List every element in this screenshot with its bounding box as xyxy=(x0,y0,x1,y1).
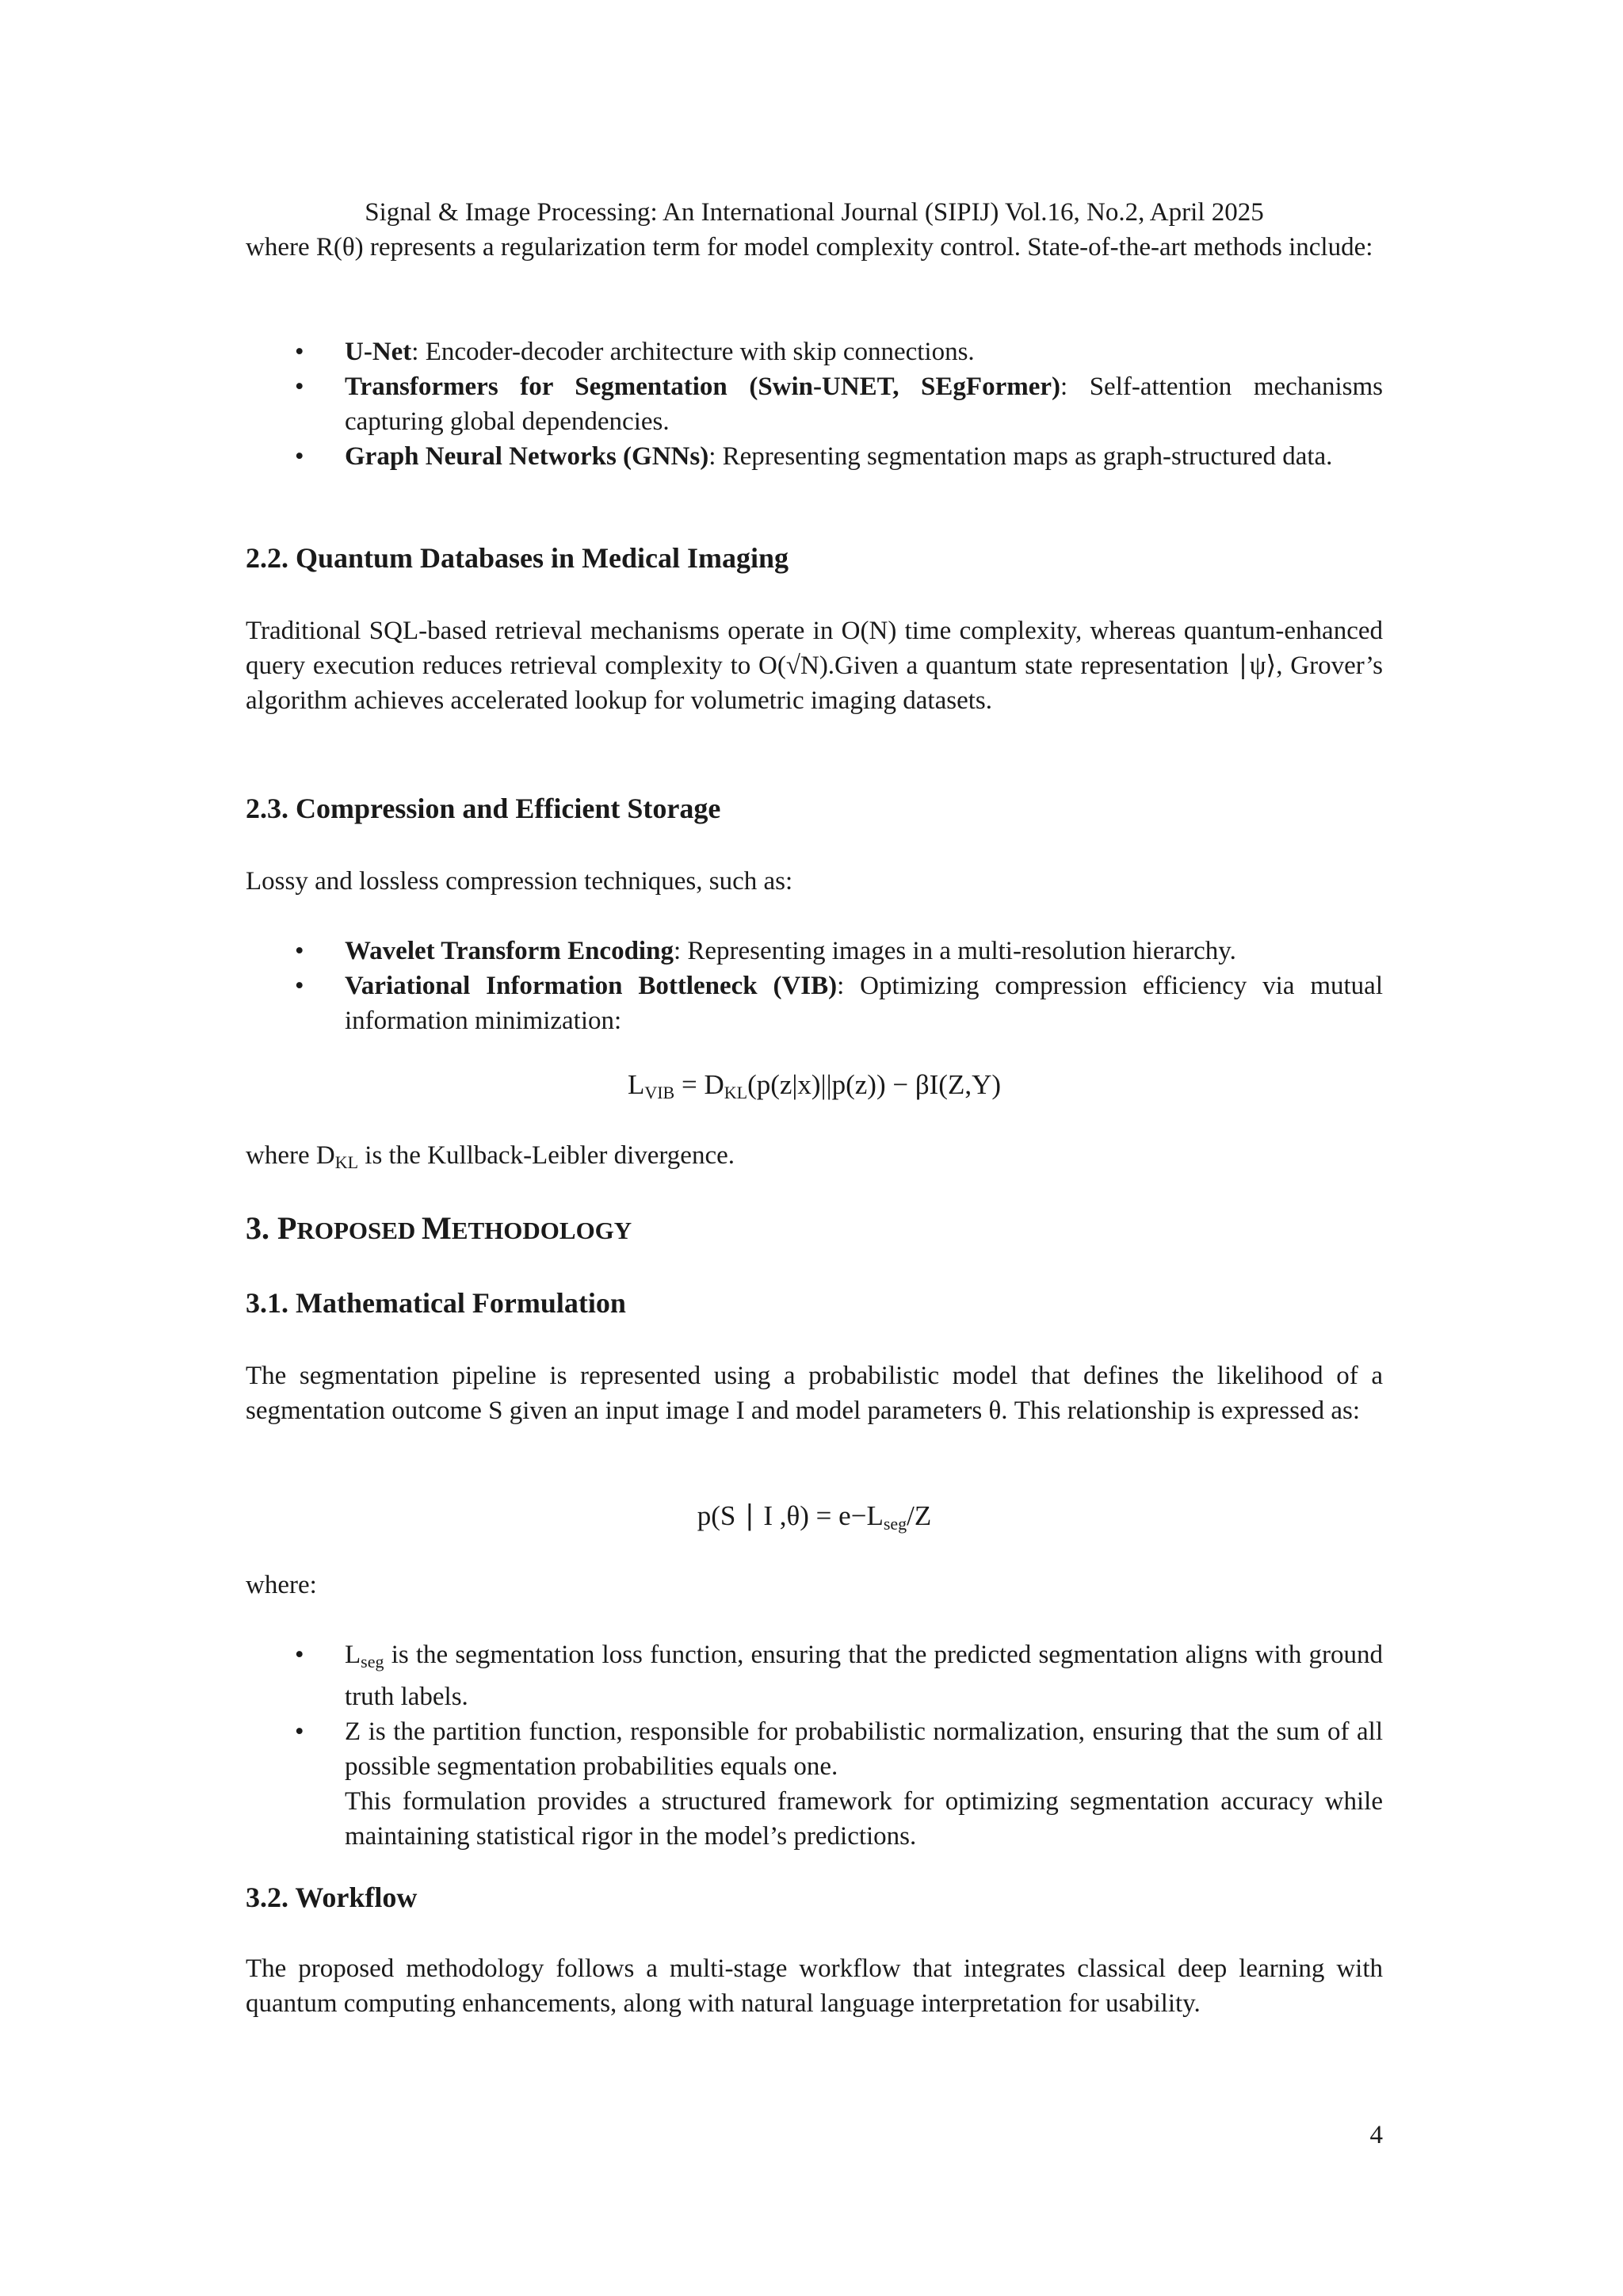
likelihood-equation xyxy=(246,1498,1383,1542)
text-subscript: KL xyxy=(334,1152,359,1172)
definitions-list xyxy=(246,1637,1383,1854)
bullet-icon: • xyxy=(295,1641,304,1669)
bullet-icon: • xyxy=(295,937,304,965)
where-label: where: xyxy=(246,1571,317,1599)
title-rest: ETHODOLOGY xyxy=(451,1217,632,1244)
page-number: 4 xyxy=(1369,2121,1383,2149)
method-name: Graph Neural Networks (GNNs) xyxy=(345,442,709,471)
bullet-icon: • xyxy=(295,338,304,366)
list-item xyxy=(246,334,1383,369)
paragraph: The proposed methodology follows a multi-stage workflow that integrates classical deep learning with quantum computing enhancements, along with natural language interpretation for usability. xyxy=(246,1954,1383,2018)
section-title xyxy=(246,1208,632,1251)
method-description: : Representing segmentation maps as graph-structured data. xyxy=(708,442,1333,471)
equation-symbol: L xyxy=(627,1069,645,1100)
paragraph: Lossy and lossless compression techniques, such as: xyxy=(246,867,793,896)
bullet-icon: • xyxy=(295,372,304,401)
list-item xyxy=(246,1637,1383,1714)
equation-subscript: VIB xyxy=(644,1083,675,1102)
term: Z xyxy=(345,1717,361,1746)
compression-list xyxy=(246,934,1383,1038)
item-name: Wavelet Transform Encoding xyxy=(345,937,674,965)
bullet-icon: • xyxy=(295,972,304,1000)
bullet-icon: • xyxy=(295,442,304,471)
section-heading: 2.3. Compression and Efficient Storage xyxy=(246,793,721,824)
method-description: : Encoder-decoder architecture with skip connections. xyxy=(411,338,975,366)
paragraph xyxy=(246,1138,1383,1180)
term: L xyxy=(345,1641,361,1669)
methods-list xyxy=(246,334,1383,474)
method-name: Transformers for Segmentation (Swin-UNET, SEgFormer) xyxy=(345,372,1060,401)
method-description: : Self-attention mechanisms capturing global dependencies. xyxy=(345,372,1383,436)
item-name: Variational Information Bottleneck (VIB) xyxy=(345,972,838,1000)
bullet-icon: • xyxy=(295,1717,304,1746)
section-heading: 2.2. Quantum Databases in Medical Imaging xyxy=(246,542,789,574)
paragraph: Traditional SQL-based retrieval mechanisms operate in O(N) time complexity, whereas quantum-enhanced query execution reduces retrieval complexity to O(√N).Given a quantum state representation ∣ψ⟩, Grover’s algorithm achieves accelerated lookup for volumetric imaging datasets. xyxy=(246,617,1383,715)
equation-body: p(S ∣ I ,θ) = e−L xyxy=(697,1500,884,1531)
section-number: 3. xyxy=(246,1210,277,1246)
intro-paragraph: where R(θ) represents a regularization term for model complexity control. State-of-the-art methods include: xyxy=(246,233,1373,262)
equation-subscript: KL xyxy=(724,1083,748,1102)
section-heading: 3.2. Workflow xyxy=(246,1881,418,1913)
list-item xyxy=(246,1714,1383,1854)
item-description: : Optimizing compression efficiency via mutual information minimization: xyxy=(345,972,1383,1035)
paragraph: The segmentation pipeline is represented using a probabilistic model that defines the likelihood of a segmentation outcome S given an input image I and model parameters θ. This relationship is expressed as: xyxy=(246,1362,1383,1425)
method-name: U-Net xyxy=(345,338,412,366)
term-description: is the segmentation loss function, ensuring that the predicted segmentation aligns with ground truth labels. xyxy=(345,1641,1383,1711)
title-letter: P xyxy=(277,1210,297,1246)
term-description: is the partition function, responsible for probabilistic normalization, ensuring that the sum of all possible segmentation probabilities equals one. xyxy=(345,1717,1383,1781)
running-header: Signal & Image Processing: An International Journal (SIPIJ) Vol.16, No.2, April 2025 xyxy=(365,198,1264,227)
equation-subscript: seg xyxy=(883,1514,907,1534)
equation-symbol: = D xyxy=(674,1069,724,1100)
list-item xyxy=(246,439,1383,474)
list-item xyxy=(246,968,1383,1038)
list-item xyxy=(246,934,1383,968)
text-run: where D xyxy=(246,1141,335,1170)
title-letter: M xyxy=(422,1210,452,1246)
document-page xyxy=(246,0,1383,2296)
vib-equation xyxy=(246,1067,1383,1111)
equation-body: /Z xyxy=(907,1500,932,1531)
list-item xyxy=(246,369,1383,439)
text-run: is the Kullback-Leibler divergence. xyxy=(358,1141,735,1170)
item-description: : Representing images in a multi-resolution hierarchy. xyxy=(673,937,1236,965)
equation-body: (p(z|x)||p(z)) − βI(Z,Y) xyxy=(747,1069,1002,1100)
term-subscript: seg xyxy=(361,1652,384,1671)
section-heading: 3.1. Mathematical Formulation xyxy=(246,1287,626,1319)
title-rest: ROPOSED xyxy=(296,1217,422,1244)
continuation-text: This formulation provides a structured framework for optimizing segmentation accuracy while maintaining statistical rigor in the model’s predictions. xyxy=(345,1787,1383,1851)
